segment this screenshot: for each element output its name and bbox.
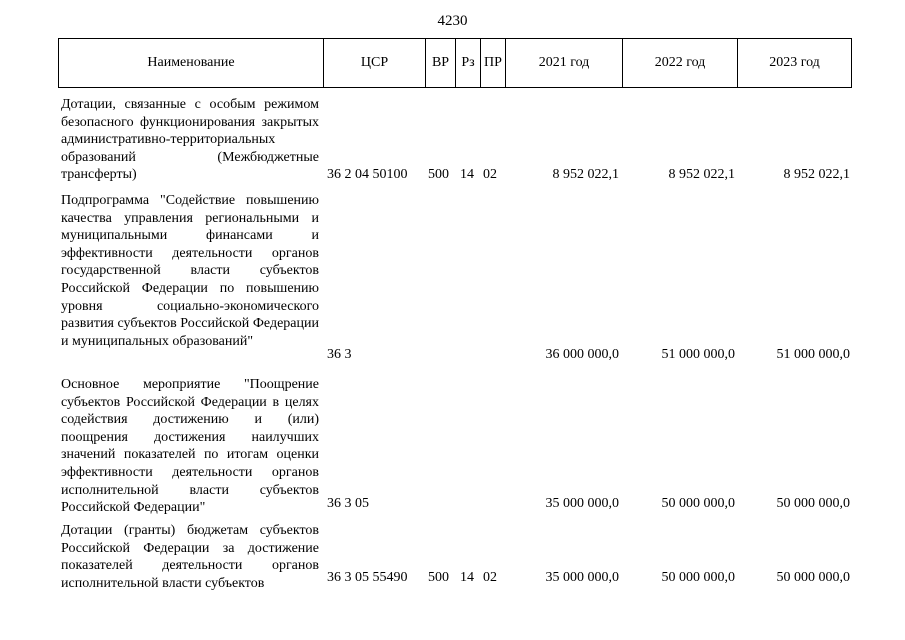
row-2022: 50 000 000,0 — [661, 496, 735, 511]
header-2023: 2023 год — [769, 55, 820, 70]
row-2023: 51 000 000,0 — [776, 347, 850, 362]
row-2022: 8 952 022,1 — [668, 167, 735, 183]
header-rz: Рз — [456, 39, 481, 87]
row-csr: 36 3 — [327, 347, 352, 362]
row-2021: 35 000 000,0 — [545, 496, 619, 511]
row-2022: 50 000 000,0 — [661, 570, 735, 585]
row-name: Основное мероприятие "Поощрение субъектов Российской Федерации в целях содействия достижению и (или) поощрения достижения наилучших значений показателей по итогам оценки эффективности деятельности органов исполнительной власти субъектов Российской Федерации" — [61, 377, 319, 516]
row-2023: 50 000 000,0 — [776, 570, 850, 585]
row-pr: 02 — [483, 570, 497, 585]
row-name: Дотации (гранты) бюджетам субъектов Российской Федерации за достижение показателей деятельности органов исполнительной власти субъектов — [61, 523, 319, 591]
row-2023: 8 952 022,1 — [783, 167, 850, 183]
row-csr: 36 3 05 — [327, 496, 369, 511]
row-rz: 14 — [460, 570, 474, 585]
header-pr: ПР — [481, 39, 506, 87]
row-rz: 14 — [460, 167, 474, 183]
row-2021: 8 952 022,1 — [552, 167, 619, 183]
row-2021: 35 000 000,0 — [545, 570, 619, 585]
row-csr: 36 2 04 50100 — [327, 167, 408, 183]
row-2023: 50 000 000,0 — [776, 496, 850, 511]
row-name: Дотации, связанные с особым режимом безопасного функционирования закрытых административно-территориальных образований (Межбюджетные трансферты) — [61, 97, 319, 183]
row-2022: 51 000 000,0 — [661, 347, 735, 362]
header-name: Наименование — [59, 39, 324, 87]
row-2021: 36 000 000,0 — [545, 347, 619, 362]
table-header — [58, 38, 852, 88]
header-2022: 2022 год — [623, 39, 738, 87]
row-vr: 500 — [428, 570, 449, 585]
row-pr: 02 — [483, 167, 497, 183]
row-name: Подпрограмма "Содействие повышению качества управления региональными и муниципальными финансами и эффективности деятельности органов государственной власти субъектов Российской Федерации по повышению уровня социально-экономического развития субъектов Российской Федерации и муниципальных образований" — [61, 193, 319, 349]
header-vr: ВР — [426, 39, 456, 87]
row-csr: 36 3 05 55490 — [327, 570, 408, 585]
header-2021: 2021 год — [506, 39, 623, 87]
row-vr: 500 — [428, 167, 449, 183]
header-csr: ЦСР — [324, 39, 426, 87]
page-number: 4230 — [437, 13, 468, 29]
